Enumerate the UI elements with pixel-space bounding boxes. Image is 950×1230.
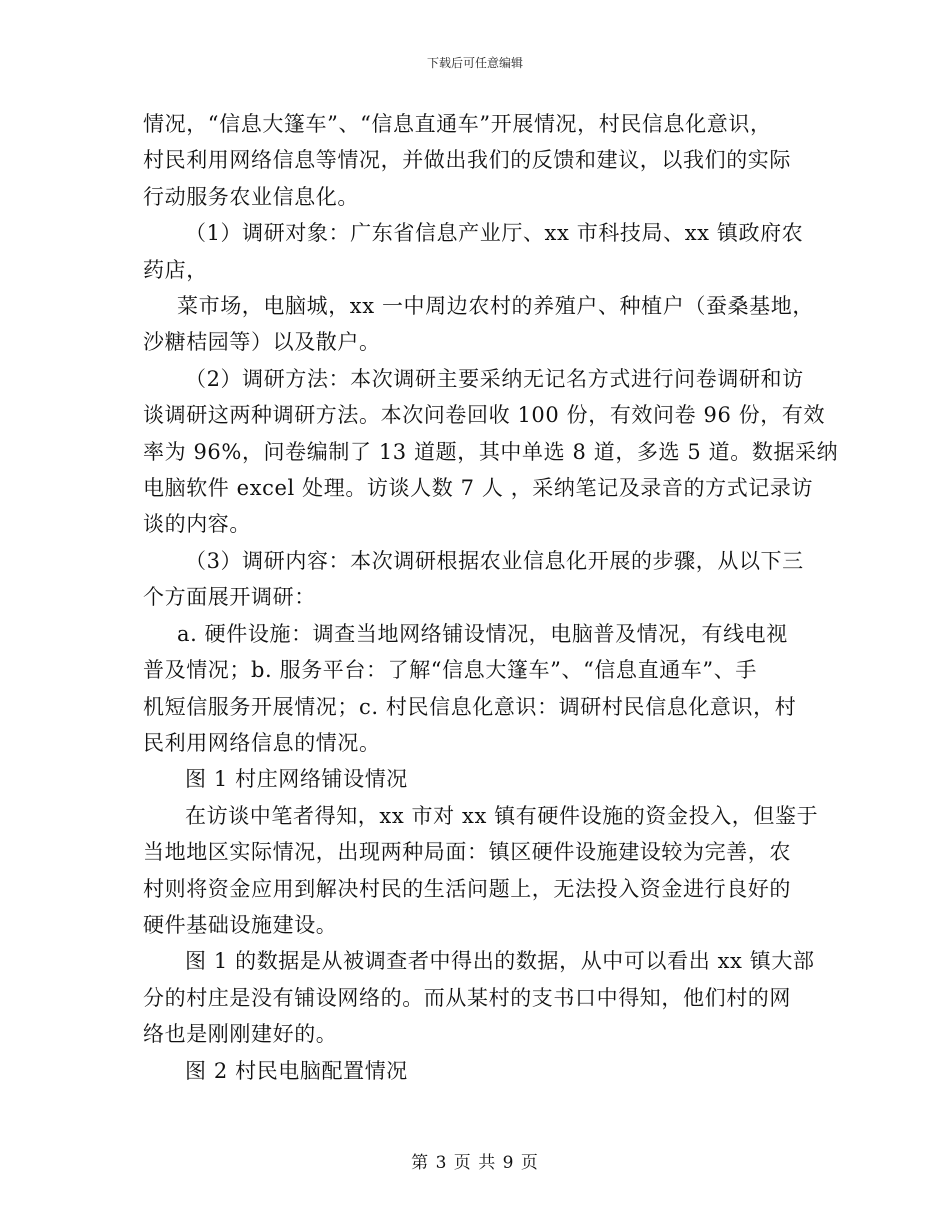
body-line: （1）调研对象：广东省信息产业厅、xx 市科技局、xx 镇政府农 — [185, 221, 804, 246]
document-body — [143, 106, 839, 1089]
body-line: 机短信服务开展情况；c. 村民信息化意识：调研村民信息化意识，村 — [143, 694, 797, 719]
body-line: a. 硬件设施：调查当地网络铺设情况，电脑普及情况，有线电视 — [177, 621, 788, 646]
body-line: 分的村庄是没有铺设网络的。而从某村的支书口中得知，他们村的网 — [143, 985, 791, 1010]
body-line: 当地地区实际情况，出现两种局面：镇区硬件设施建设较为完善，农 — [143, 840, 791, 865]
body-line: 率为 96%，问卷编制了 13 道题，其中单选 8 道，多选 5 道。数据采纳 — [143, 439, 839, 464]
figure-caption: 图 2 村民电脑配置情况 — [185, 1058, 408, 1083]
body-line: 硬件基础设施建设。 — [143, 912, 338, 937]
body-line: 药店， — [143, 257, 208, 282]
body-line: 沙糖桔园等）以及散户。 — [143, 330, 381, 355]
body-line: 谈调研这两种调研方法。本次问卷回收 100 份，有效问卷 96 份，有效 — [143, 403, 826, 428]
body-line: 图 1 的数据是从被调查者中得出的数据，从中可以看出 xx 镇大部 — [185, 949, 815, 974]
body-line: 在访谈中笔者得知，xx 市对 xx 镇有硬件设施的资金投入，但鉴于 — [185, 803, 819, 828]
page-header: 下载后可任意编辑 — [426, 56, 523, 70]
body-line: 村民利用网络信息等情况，并做出我们的反馈和建议，以我们的实际 — [143, 148, 791, 173]
body-line: （2）调研方法：本次调研主要采纳无记名方式进行问卷调研和访 — [185, 366, 804, 391]
body-line: 谈的内容。 — [143, 512, 251, 537]
body-line: 行动服务农业信息化。 — [143, 184, 359, 209]
body-line: 电脑软件 excel 处理。访谈人数 7 人 ，采纳笔记及录音的方式记录访 — [143, 476, 814, 501]
body-line: 个方面展开调研： — [143, 585, 316, 610]
body-line: 村则将资金应用到解决村民的生活问题上，无法投入资金进行良好的 — [143, 876, 791, 901]
body-line: 菜市场，电脑城，xx 一中周边农村的养殖户、种植户（蚕桑基地， — [177, 294, 814, 319]
body-line: 情况，“信息大篷车”、“信息直通车”开展情况，村民信息化意识， — [143, 112, 772, 136]
figure-caption: 图 1 村庄网络铺设情况 — [185, 767, 408, 792]
body-line: 民利用网络信息的情况。 — [143, 730, 381, 755]
page-footer: 第 3 页 共 9 页 — [411, 1153, 539, 1173]
body-line: （3）调研内容：本次调研根据农业信息化开展的步骤，从以下三 — [185, 548, 804, 573]
body-line: 普及情况；b. 服务平台：了解“信息大篷车”、“信息直通车”、手 — [143, 658, 757, 683]
body-line: 络也是刚刚建好的。 — [143, 1022, 338, 1047]
